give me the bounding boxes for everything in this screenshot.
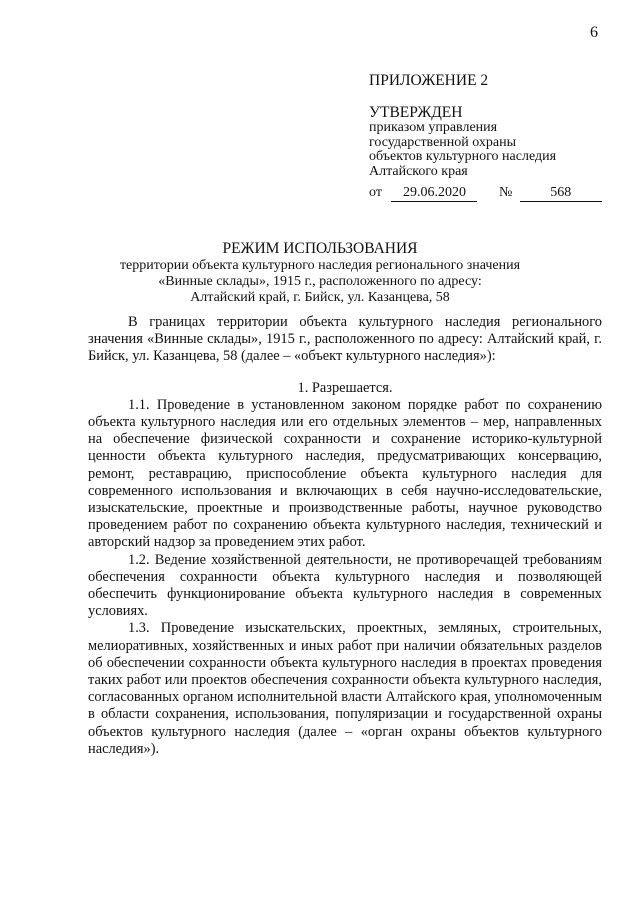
approval-line: государственной охраны xyxy=(369,134,517,150)
clause-1-3: 1.3. Проведение изыскательских, проектных, земляных, строительных, мелиоративных, хозяйственных и иных работ при наличии обязательных разделов об обеспечении сохранности объекта культурного наследия в проектах проведения таких работ или проектов обеспечения сохранности объекта культурного наследия, согласованных органом исполнительной власти Алтайского края, уполномоченным в области сохранения, использования, популяризации и государственной охраны объектов культурного наследия (далее – «орган охраны объектов культурного наследия»). xyxy=(88,620,602,757)
page-number: 6 xyxy=(590,24,598,41)
appendix-title: ПРИЛОЖЕНИЕ 2 xyxy=(369,72,489,89)
section-heading: 1. Разрешается. xyxy=(297,379,393,396)
approval-line: объектов культурного наследия xyxy=(369,149,557,164)
clause-1-1: 1.1. Проведение в установленном законом порядке работ по сохранению объекта культурного наследия или его отдельных элементов – мер, направленных на обеспечение физической сохранности и сохранение историко-культурной ценности объекта культурного наследия, предусматривающих консервацию, ремонт, реставрацию, приспособление объекта культурного наследия для современного использования и включающих в себя научно-исследовательские, изыскательские, проектные и производственные работы, научное руководство проведением работ по сохранению объекта культурного наследия, технический и авторский надзор за проведением этих работ. xyxy=(88,396,602,551)
order-date: 29.06.2020 xyxy=(391,185,477,202)
clause-1-2: 1.2. Ведение хозяйственной деятельности, не противоречащей требованиям обеспечения сохранности объекта культурного наследия и позволяющей обеспечить функционирование объекта культурного наследия в современных условиях. xyxy=(88,551,602,620)
regime-subtitle-line: территории объекта культурного наследия регионального значения xyxy=(119,258,521,273)
from-label: от xyxy=(369,185,382,200)
approval-line: Алтайского края xyxy=(369,163,468,179)
approved-heading: УТВЕРЖДЕН xyxy=(369,104,463,121)
number-label: № xyxy=(498,185,513,200)
approval-block xyxy=(369,72,619,202)
approval-date-row xyxy=(369,185,619,202)
regime-subtitle-line: «Винные склады», 1915 г., расположенного по адресу: xyxy=(158,273,482,289)
document-body xyxy=(88,314,602,758)
intro-paragraph: В границах территории объекта культурного наследия регионального значения «Винные склады», 1915 г., расположенного по адресу: Алтайский край, г. Бийск, ул. Казанцева, 58 (далее – «объект культурного наследия»): xyxy=(88,314,602,365)
approval-line: приказом управления xyxy=(369,120,498,135)
regime-title: РЕЖИМ ИСПОЛЬЗОВАНИЯ xyxy=(222,240,418,257)
order-number: 568 xyxy=(520,185,602,202)
regime-subtitle-line: Алтайский край, г. Бийск, ул. Казанцева, 58 xyxy=(190,289,450,305)
regime-heading xyxy=(0,240,640,305)
